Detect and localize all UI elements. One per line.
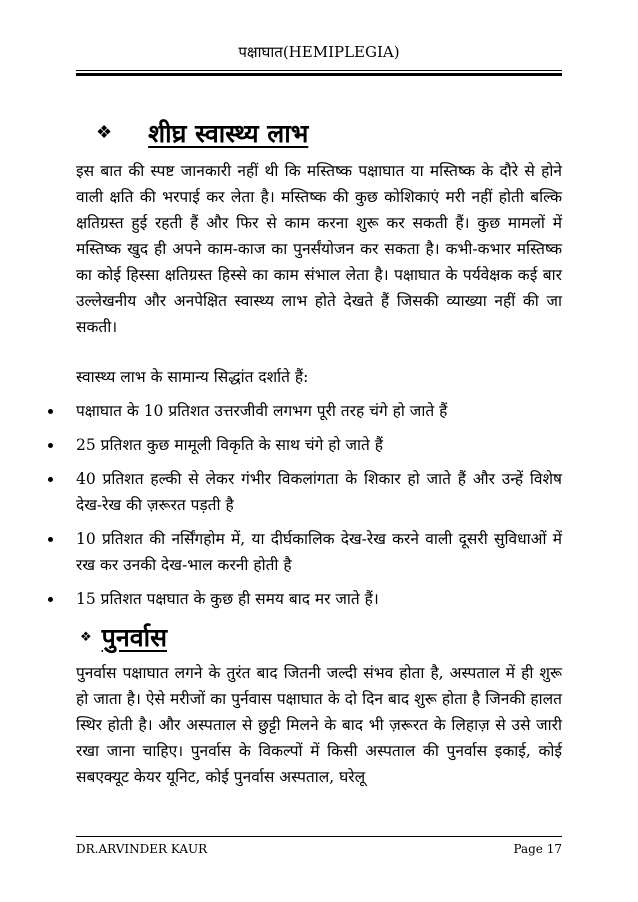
rehabilitation-paragraph: पुनर्वास पक्षाघात लगने के तुरंत बाद जितनी जल्दी संभव होता है, अस्पताल में ही शुरू हो जाता है। ऐसे मरीजों का पुर्नवास पक्षाघात के दो दिन बाद शुरू होता है जिनकी हालत स्थिर होती है। और अस्पताल से छुट्टी मिलने के बाद भी ज़रूरत के लिहाज़ से उसे जारी रखा जाना चाहिए। पुनर्वास के विकल्पों में किसी अस्पताल की पुनर्वास इकाई, कोई सबएक्यूट केयर यूनिट, कोई पुनर्वास अस्पताल, घरेलू xyxy=(76,664,562,786)
footer-author: DR.ARVINDER KAUR xyxy=(76,842,208,856)
list-item-text: 15 प्रतिशत पक्षघात के कुछ ही समय बाद मर जाते हैं। xyxy=(76,590,379,608)
section-heading: शीघ्र स्वास्थ्य लाभ xyxy=(148,119,309,148)
bullet-dot-icon xyxy=(48,409,53,414)
section-heading: पुनर्वास xyxy=(101,623,168,652)
bullet-dot-icon xyxy=(48,443,53,448)
page-header-title: पक्षाघात(HEMIPLEGIA) xyxy=(238,43,400,61)
list-item-text: 40 प्रतिशत हल्की से लेकर गंभीर विकलांगता के शिकार हो जाते हैं और उन्हें विशेष देख-रेख की ज़रूरत पड़ती है xyxy=(76,470,562,514)
list-item-text: 25 प्रतिशत कुछ मामूली विकृति के साथ चंगे हो जाते हैं xyxy=(76,436,383,454)
footer-divider xyxy=(76,836,562,837)
list-item xyxy=(48,526,562,578)
header-divider xyxy=(76,70,562,76)
recovery-intro: स्वास्थ्य लाभ के सामान्य सिद्धांत दर्शाते हैं: xyxy=(76,368,309,386)
list-item xyxy=(48,466,562,518)
section-title-rehabilitation xyxy=(80,620,167,654)
bullet-dot-icon xyxy=(48,597,53,602)
list-item xyxy=(48,432,562,458)
recovery-bullet-list xyxy=(48,398,562,620)
bullet-dot-icon xyxy=(48,477,53,482)
section-title-recovery xyxy=(96,116,308,150)
list-item-text: पक्षाघात के 10 प्रतिशत उत्तरजीवी लगभग पूरी तरह चंगे हो जाते हैं xyxy=(76,402,448,420)
list-item xyxy=(48,398,562,424)
bullet-dot-icon xyxy=(48,537,53,542)
list-item-text: 10 प्रतिशत की नर्सिंगहोम में, या दीर्घकालिक देख-रेख करने वाली दूसरी सुविधाओं में रख कर उनकी देख-भाल करनी होती है xyxy=(76,530,562,574)
diamond-bullet-icon: ❖ xyxy=(80,629,92,645)
recovery-paragraph: इस बात की स्पष्ट जानकारी नहीं थी कि मस्तिष्क पक्षाघात या मस्तिष्क के दौरे से होने वाली क्षति की भरपाई कर लेता है। मस्तिष्क की कुछ कोशिकाएं मरी नहीं होती बल्कि क्षतिग्रस्त हुई रहती हैं और फिर से काम करना शुरू कर सकती हैं। कुछ मामलों में मस्तिष्क खुद ही अपने काम-काज का पुनर्संयोजन कर सकता है। कभी-कभार मस्तिष्क का कोई हिस्सा क्षतिग्रस्त हिस्से का काम संभाल लेता है। पक्षाघात के पर्यवेक्षक कई बार उल्लेखनीय और अनपेक्षित स्वास्थ्य लाभ होते देखते हैं जिसकी व्याख्या नहीं की जा सकती। xyxy=(76,162,562,336)
diamond-bullet-icon: ❖ xyxy=(96,122,113,143)
list-item xyxy=(48,586,562,612)
footer-page-number: Page 17 xyxy=(513,842,562,856)
